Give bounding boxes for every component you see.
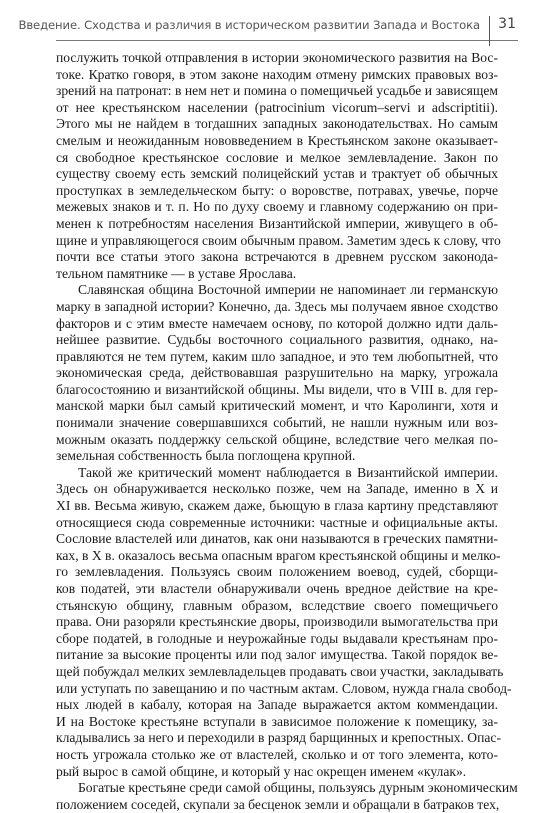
- text-line: земельная собственность была поглощена крупной.: [56, 448, 356, 464]
- paragraph: [56, 282, 498, 465]
- text-line: можным оказать поддержку сельской общине, вследствие чего мелкая по-: [56, 431, 498, 447]
- text-line: ков податей, эти властели обнаруживали очень вредное действие на кре-: [56, 581, 498, 596]
- text-line: существу своему есть земский полицейский устав и трактует об обычных: [56, 166, 498, 182]
- text-line: относящиеся сюда современные источники: частные и официальные акты.: [56, 514, 498, 530]
- text-line: щей побуждал мелких землевладельцев продавать свои участки, закладывать: [56, 663, 504, 679]
- text-line: смелым и неожиданным нововведением в Крестьянском законе оказывает-: [56, 132, 498, 148]
- text-line: Этого мы не найдем в тогдашних западных законодательствах. Но самым: [56, 116, 498, 132]
- body-text: [56, 50, 518, 813]
- text-line: Сословие властелей или динатов, как они называются в греческих памятни-: [56, 531, 498, 547]
- paragraph: [56, 464, 512, 780]
- text-line: правляются не тем путем, каким шло западное, и это тем любопытней, что: [56, 348, 498, 364]
- text-line: Такой же критический момент наблюдается в Византийской империи.: [78, 464, 498, 480]
- text-line: сборе податей, в голодные и неурожайные годы выдавали крестьянам про-: [56, 630, 498, 646]
- text-line: тельном памятнике — в уставе Ярослава.: [56, 265, 297, 281]
- paragraph: [56, 780, 518, 813]
- page-number: 31: [498, 16, 516, 32]
- text-line: манской марки был самый критический момент, и что Каролинги, хотя и: [56, 398, 498, 414]
- text-line: от нее крестьянском населении (patrocinium vicorum–servi и adscriptitii).: [56, 99, 498, 115]
- text-line: ность угрожала столько же от властелей, сколько и от того элемента, кото-: [56, 746, 498, 762]
- text-line: права. Они разоряли крестьянские дворы, производили вымогательства при: [56, 614, 498, 630]
- running-title: Введение. Сходства и различия в историческом развитии Запада и Востока: [18, 18, 480, 32]
- text-line: межевых знаков и т. п. Но по духу своему и главному содержанию он при-: [56, 199, 498, 215]
- text-line: почти все статьи этого закона встречаются в древнем русском законода-: [56, 249, 498, 265]
- text-line: кладывались за него и переходили в разряд барщинных и крепостных. Опас-: [56, 730, 501, 746]
- header-divider: [489, 16, 490, 46]
- text-line: менен к потребностям населения Византийской империи, живущего в об-: [56, 215, 498, 231]
- text-line: послужить точкой отправления в истории экономического развития на Вос-: [56, 50, 498, 65]
- text-line: Славянская община Восточной империи не напоминает ли германскую: [78, 282, 498, 298]
- paragraph: [56, 50, 501, 282]
- text-line: И на Востоке крестьяне вступали в зависимое положение к помещику, за-: [56, 713, 498, 729]
- text-line: факторов и с этим вместе намечаем основу, по которой должно идти даль-: [56, 315, 498, 331]
- text-line: рый вырос в самой общине, и который у нас окрещен именем «кулак».: [56, 763, 467, 779]
- text-line: или уступать по завещанию и по частным актам. Словом, нужда гнала свобод-: [56, 680, 512, 696]
- text-line: го землевладения. Пользуясь своим положением воевод, судей, сборщи-: [56, 564, 498, 580]
- page-header: [18, 16, 518, 41]
- text-line: благосостоянию и византийской общины. Мы видели, что в VIII в. для гер-: [56, 381, 498, 397]
- text-line: Здесь он обнаруживается несколько позже, чем на Западе, именно в X и: [56, 481, 498, 497]
- text-line: ся свободное крестьянское сословие и мелкое землевладение. Закон по: [56, 149, 498, 165]
- text-line: нейшее развитие. Судьбы восточного социального развития, однако, на-: [56, 332, 498, 348]
- text-line: положением соседей, скупали за бесценок земли и обращали в батраков тех,: [56, 796, 500, 812]
- text-line: щине и управляющегося своим обычным правом. Заметим здесь к слову, что: [56, 232, 501, 248]
- text-line: ных людей в кабалу, которая на Западе выражается актом коммендации.: [56, 697, 498, 713]
- text-line: стьянскую общину, главным образом, вследствие своего помещичьего: [56, 597, 498, 613]
- text-line: Богатые крестьяне среди самой общины, пользуясь дурным экономическим: [78, 780, 518, 796]
- text-line: питание за высокие проценты или под залог имущества. Такой порядок ве-: [56, 647, 498, 663]
- text-line: токе. Кратко говоря, в этом законе находим отмену римских правовых воз-: [56, 66, 498, 82]
- text-line: XI вв. Весьма живую, скажем даже, бьющую в глаза картину представляют: [56, 498, 498, 514]
- text-line: ках, в X в. оказалось весьма опасным врагом крестьянской общины и мелко-: [56, 547, 501, 563]
- text-line: зрений на патронат: в нем нет и помина о помещичьей усадьбе и зависящем: [56, 83, 498, 99]
- text-line: проступках в земледельческом быту: о воровстве, потравах, увечье, порче: [56, 182, 498, 198]
- text-line: марку в западной истории? Конечно, да. Здесь мы получаем явное сходство: [56, 298, 498, 314]
- text-line: понимали значение совершавшихся событий, не нашли нужным или воз-: [56, 415, 498, 431]
- text-line: экономическая среда, действовавшая разрушительно на марку, угрожала: [56, 365, 498, 381]
